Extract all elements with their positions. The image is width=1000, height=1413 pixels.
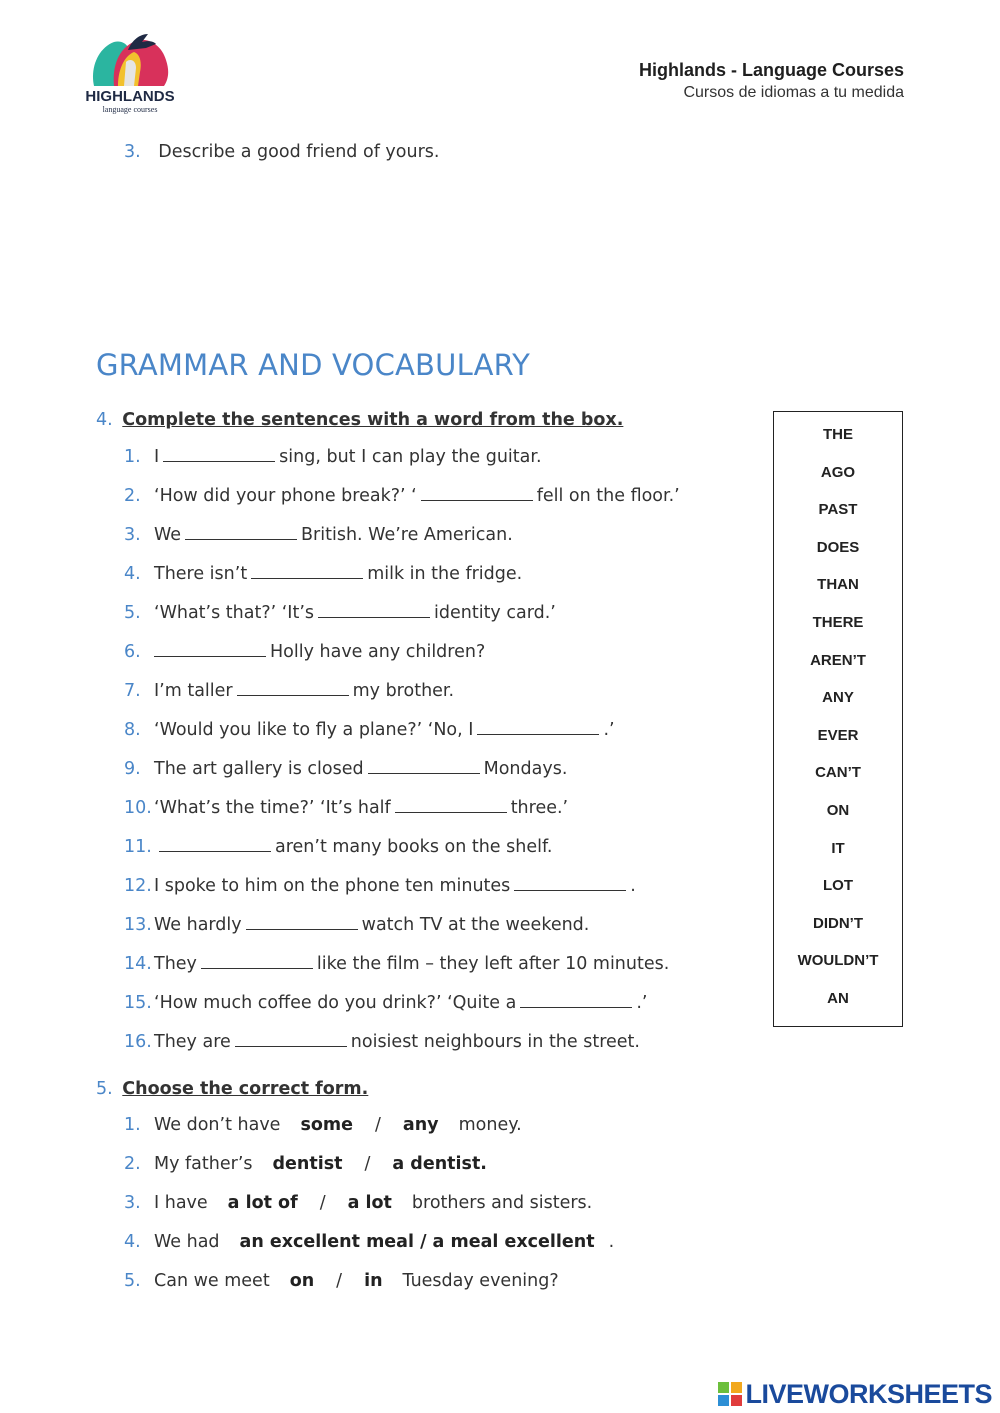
item-text-before: ‘Would you like to fly a plane?’ ‘No, I bbox=[154, 720, 474, 740]
item-text-before: We bbox=[154, 525, 182, 545]
item-number: 4. bbox=[124, 1232, 141, 1252]
item-text-after: identity card.’ bbox=[434, 603, 556, 623]
item-text-before: I bbox=[154, 447, 160, 467]
item-number: 2. bbox=[124, 1154, 141, 1174]
logo-tagline: language courses bbox=[102, 105, 158, 114]
word-box-item: THAN bbox=[817, 576, 859, 594]
answer-blank[interactable] bbox=[421, 499, 533, 501]
exercise-5-item bbox=[124, 1193, 592, 1213]
option-1[interactable]: an excellent meal / a meal excellent bbox=[239, 1232, 595, 1252]
item-text-before: I have bbox=[154, 1193, 208, 1213]
exercise-4-item bbox=[124, 564, 522, 584]
item-text-after: sing, but I can play the guitar. bbox=[279, 447, 542, 467]
section-title: GRAMMAR AND VOCABULARY bbox=[96, 348, 531, 382]
item-text-after: milk in the fridge. bbox=[367, 564, 523, 584]
word-box-item: WOULDN’T bbox=[797, 952, 879, 970]
answer-blank[interactable] bbox=[154, 655, 266, 657]
word-box-item: AGO bbox=[820, 463, 856, 481]
item-number: 2. bbox=[124, 486, 141, 506]
answer-blank[interactable] bbox=[163, 460, 275, 462]
option-1[interactable]: a lot of bbox=[227, 1193, 298, 1213]
answer-blank[interactable] bbox=[251, 577, 363, 579]
answer-blank[interactable] bbox=[185, 538, 297, 540]
answer-blank[interactable] bbox=[520, 1006, 632, 1008]
exercise-4-item bbox=[124, 603, 556, 623]
item-text-after: . bbox=[630, 876, 636, 896]
exercise-instruction: Choose the correct form. bbox=[122, 1079, 369, 1099]
word-box-item: EVER bbox=[817, 726, 859, 744]
item-number: 6. bbox=[124, 642, 141, 662]
footer-brand-text: LIVEWORKSHEETS bbox=[745, 1378, 992, 1409]
highlands-logo bbox=[84, 28, 180, 118]
item-text-before: I spoke to him on the phone ten minutes bbox=[154, 876, 511, 896]
item-text-before: My father’s bbox=[154, 1154, 253, 1174]
item-text-after: aren’t many books on the shelf. bbox=[275, 837, 553, 857]
item-number: 4. bbox=[124, 564, 141, 584]
answer-blank[interactable] bbox=[318, 616, 430, 618]
word-box-item: ON bbox=[826, 802, 850, 819]
option-2[interactable]: a dentist. bbox=[392, 1154, 487, 1174]
item-number: 15. bbox=[124, 993, 152, 1013]
item-number: 14. bbox=[124, 954, 152, 974]
item-text-after: brothers and sisters. bbox=[411, 1193, 593, 1213]
word-box bbox=[773, 411, 903, 1027]
question-number: 3. bbox=[124, 142, 141, 162]
item-text-after: my brother. bbox=[352, 681, 455, 701]
item-text-before: They are bbox=[154, 1032, 231, 1052]
item-text-after: .’ bbox=[636, 993, 648, 1013]
item-number: 3. bbox=[124, 1193, 141, 1213]
exercise-4-heading bbox=[96, 410, 623, 430]
item-number: 8. bbox=[124, 720, 141, 740]
word-box-item: PAST bbox=[818, 501, 858, 519]
item-number: 5. bbox=[124, 603, 141, 623]
word-box-item: IT bbox=[831, 839, 845, 857]
item-text-after: like the film – they left after 10 minutes. bbox=[316, 954, 670, 974]
word-box-item: THERE bbox=[812, 614, 864, 631]
item-number: 5. bbox=[124, 1271, 141, 1291]
exercise-4-item bbox=[124, 954, 669, 974]
option-2[interactable]: a lot bbox=[347, 1193, 392, 1213]
item-number: 1. bbox=[124, 447, 141, 467]
question-text: Describe a good friend of yours. bbox=[158, 142, 440, 162]
item-text-before: ‘What’s the time?’ ‘It’s half bbox=[154, 798, 391, 818]
answer-blank[interactable] bbox=[237, 694, 349, 696]
item-text-before: ‘How much coffee do you drink?’ ‘Quite a bbox=[154, 993, 517, 1013]
item-text-before: ‘What’s that?’ ‘It’s bbox=[154, 603, 315, 623]
item-text-before: Can we meet bbox=[154, 1271, 270, 1291]
liveworksheets-logo-icon bbox=[717, 1381, 743, 1407]
answer-blank[interactable] bbox=[201, 967, 313, 969]
option-1[interactable]: some bbox=[300, 1115, 353, 1135]
item-text-after: .’ bbox=[603, 720, 615, 740]
option-2[interactable]: any bbox=[402, 1115, 439, 1135]
option-separator: / bbox=[336, 1271, 343, 1291]
exercise-4-item bbox=[124, 837, 552, 857]
exercise-4-item bbox=[124, 486, 680, 506]
header-subtitle: Cursos de idiomas a tu medida bbox=[683, 84, 904, 101]
exercise-4-item bbox=[124, 798, 568, 818]
item-text-after: Holly have any children? bbox=[270, 642, 486, 662]
exercise-4-item bbox=[124, 525, 513, 545]
item-number: 7. bbox=[124, 681, 141, 701]
item-text-after: . bbox=[608, 1232, 615, 1252]
item-number: 10. bbox=[124, 798, 152, 818]
item-text-after: Tuesday evening? bbox=[402, 1271, 559, 1291]
item-text-after: money. bbox=[458, 1115, 522, 1135]
logo-name: HIGHLANDS bbox=[85, 88, 175, 105]
item-text-before: We don’t have bbox=[154, 1115, 281, 1135]
exercise-4-item bbox=[124, 915, 589, 935]
exercise-4-item bbox=[124, 993, 647, 1013]
item-number: 16. bbox=[124, 1032, 152, 1052]
word-box-item: AREN’T bbox=[810, 651, 866, 669]
word-box-item: DOES bbox=[816, 538, 860, 556]
exercise-number: 4. bbox=[96, 410, 113, 430]
item-text-after: noisiest neighbours in the street. bbox=[350, 1032, 640, 1052]
item-number: 3. bbox=[124, 525, 141, 545]
exercise-5-item bbox=[124, 1115, 522, 1135]
item-number: 13. bbox=[124, 915, 152, 935]
exercise-5-heading bbox=[96, 1079, 368, 1099]
exercise-number: 5. bbox=[96, 1079, 113, 1099]
item-text-after: British. We’re American. bbox=[301, 525, 513, 545]
word-box-item: ANY bbox=[822, 689, 854, 707]
answer-blank[interactable] bbox=[514, 889, 626, 891]
option-separator: / bbox=[375, 1115, 381, 1135]
item-text-before: ‘How did your phone break?’ ‘ bbox=[154, 486, 417, 506]
exercise-4-item bbox=[124, 642, 485, 662]
item-text-before: They bbox=[154, 954, 197, 974]
answer-blank[interactable] bbox=[159, 850, 271, 852]
word-box-item: THE bbox=[823, 426, 853, 443]
option-separator: / bbox=[319, 1193, 326, 1213]
item-text-after: fell on the floor.’ bbox=[536, 486, 680, 506]
word-box-item: AN bbox=[827, 990, 849, 1007]
liveworksheets-brand bbox=[717, 1378, 992, 1410]
item-text-after: watch TV at the weekend. bbox=[361, 915, 590, 935]
answer-blank[interactable] bbox=[246, 928, 358, 930]
item-text-after: three.’ bbox=[510, 798, 569, 818]
exercise-5-item bbox=[124, 1154, 487, 1174]
word-box-item: DIDN’T bbox=[813, 914, 863, 932]
item-text-before: The art gallery is closed bbox=[154, 759, 364, 779]
item-text-before: We had bbox=[154, 1232, 220, 1252]
highlands-logo-icon bbox=[84, 28, 180, 90]
option-1[interactable]: dentist bbox=[272, 1154, 343, 1174]
item-text-after: Mondays. bbox=[483, 759, 568, 779]
item-number: 12. bbox=[124, 876, 152, 896]
header-title: Highlands - Language Courses bbox=[638, 60, 904, 80]
item-text-before: I’m taller bbox=[154, 681, 233, 701]
answer-blank[interactable] bbox=[235, 1045, 347, 1047]
exercise-instruction: Complete the sentences with a word from the box. bbox=[122, 410, 624, 430]
exercise-5-item bbox=[124, 1271, 559, 1291]
exercise-4-item bbox=[124, 720, 615, 740]
answer-blank[interactable] bbox=[395, 811, 507, 813]
item-number: 1. bbox=[124, 1115, 141, 1135]
exercise-4-item bbox=[124, 1032, 640, 1052]
item-text-before: We hardly bbox=[154, 915, 242, 935]
exercise-4-item bbox=[124, 759, 567, 779]
item-number: 11. bbox=[124, 837, 152, 857]
option-separator: / bbox=[364, 1154, 371, 1174]
answer-blank[interactable] bbox=[477, 733, 599, 735]
speaking-question bbox=[124, 142, 439, 162]
exercise-4-item bbox=[124, 681, 454, 701]
answer-blank[interactable] bbox=[368, 772, 480, 774]
exercise-4-item bbox=[124, 447, 542, 467]
word-box-item: CAN’T bbox=[815, 764, 861, 782]
option-1[interactable]: on bbox=[289, 1271, 315, 1291]
item-text-before: There isn’t bbox=[154, 564, 248, 584]
word-box-item: LOT bbox=[823, 877, 853, 895]
item-number: 9. bbox=[124, 759, 141, 779]
exercise-5-item bbox=[124, 1232, 614, 1252]
exercise-4-item bbox=[124, 876, 636, 896]
option-2[interactable]: in bbox=[364, 1271, 383, 1291]
